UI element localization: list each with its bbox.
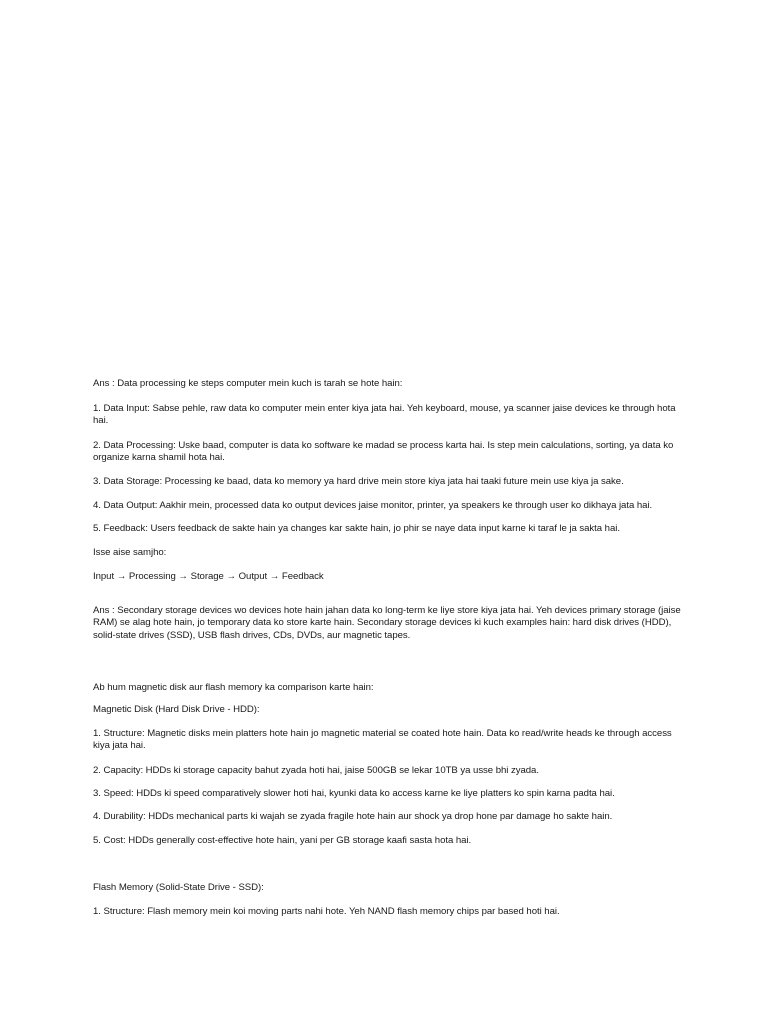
hdd-structure: 1. Structure: Magnetic disks mein platters hote hain jo magnetic material se coated hote hain. Data ko read/write heads ke through access kiya jata hai. [93, 728, 672, 752]
ssd-structure: 1. Structure: Flash memory mein koi moving parts nahi hote. Yeh NAND flash memory chips par based hoti hai. [93, 906, 560, 917]
hdd-durability: 4. Durability: HDDs mechanical parts ki wajah se zyada fragile hote hain aur shock ya drop hone par damage ho sakte hain. [93, 811, 613, 822]
comparison-intro: Ab hum magnetic disk aur flash memory ka comparison karte hain: [93, 682, 374, 693]
hdd-cost: 5. Cost: HDDs generally cost-effective hote hain, yani per GB storage kaafi sasta hota hai. [93, 835, 472, 846]
step-feedback: 5. Feedback: Users feedback de sakte hain ya changes kar sakte hain, jo phir se naye data input karne ki taraf le ja sakta hai. [93, 523, 620, 534]
answer-data-processing-intro: Ans : Data processing ke steps computer mein kuch is tarah se hote hain: [93, 378, 403, 389]
hdd-heading: Magnetic Disk (Hard Disk Drive - HDD): [93, 704, 260, 715]
ssd-heading: Flash Memory (Solid-State Drive - SSD): [93, 882, 264, 893]
summary-intro: Isse aise samjho: [93, 547, 167, 558]
hdd-speed: 3. Speed: HDDs ki speed comparatively slower hoti hai, kyunki data ko access karne ke liye platters ko spin karna padta hai. [93, 788, 615, 799]
hdd-capacity: 2. Capacity: HDDs ki storage capacity bahut zyada hoti hai, jaise 500GB se lekar 10TB ya usse bhi zyada. [93, 765, 539, 776]
answer-secondary-storage: Ans : Secondary storage devices wo devices hote hain jahan data ko long-term ke liye store kiya jata hai. Yeh devices primary storage (jaise RAM) se alag hote hain, jo temporary data ko store karte hain. Secondary storage devices ki kuch examples hain: hard disk drives (HDD), solid-state drives (SSD), USB flash drives, CDs, DVDs, aur magnetic tapes. [93, 605, 681, 641]
flow-summary: Input → Processing → Storage → Output → Feedback [93, 571, 324, 582]
step-data-processing: 2. Data Processing: Uske baad, computer is data ko software ke madad se process karta hai. Is step mein calculations, sorting, ya data ko organize karna shamil hota hai. [93, 440, 674, 464]
step-data-output: 4. Data Output: Aakhir mein, processed data ko output devices jaise monitor, printer, ya speakers ke through user ko dikhaya jata hai. [93, 500, 653, 511]
step-data-storage: 3. Data Storage: Processing ke baad, data ko memory ya hard drive mein store kiya jata hai taaki future mein use kiya ja sake. [93, 476, 624, 487]
step-data-input: 1. Data Input: Sabse pehle, raw data ko computer mein enter kiya jata hai. Yeh keyboard, mouse, ya scanner jaise devices ke through hota hai. [93, 403, 676, 427]
